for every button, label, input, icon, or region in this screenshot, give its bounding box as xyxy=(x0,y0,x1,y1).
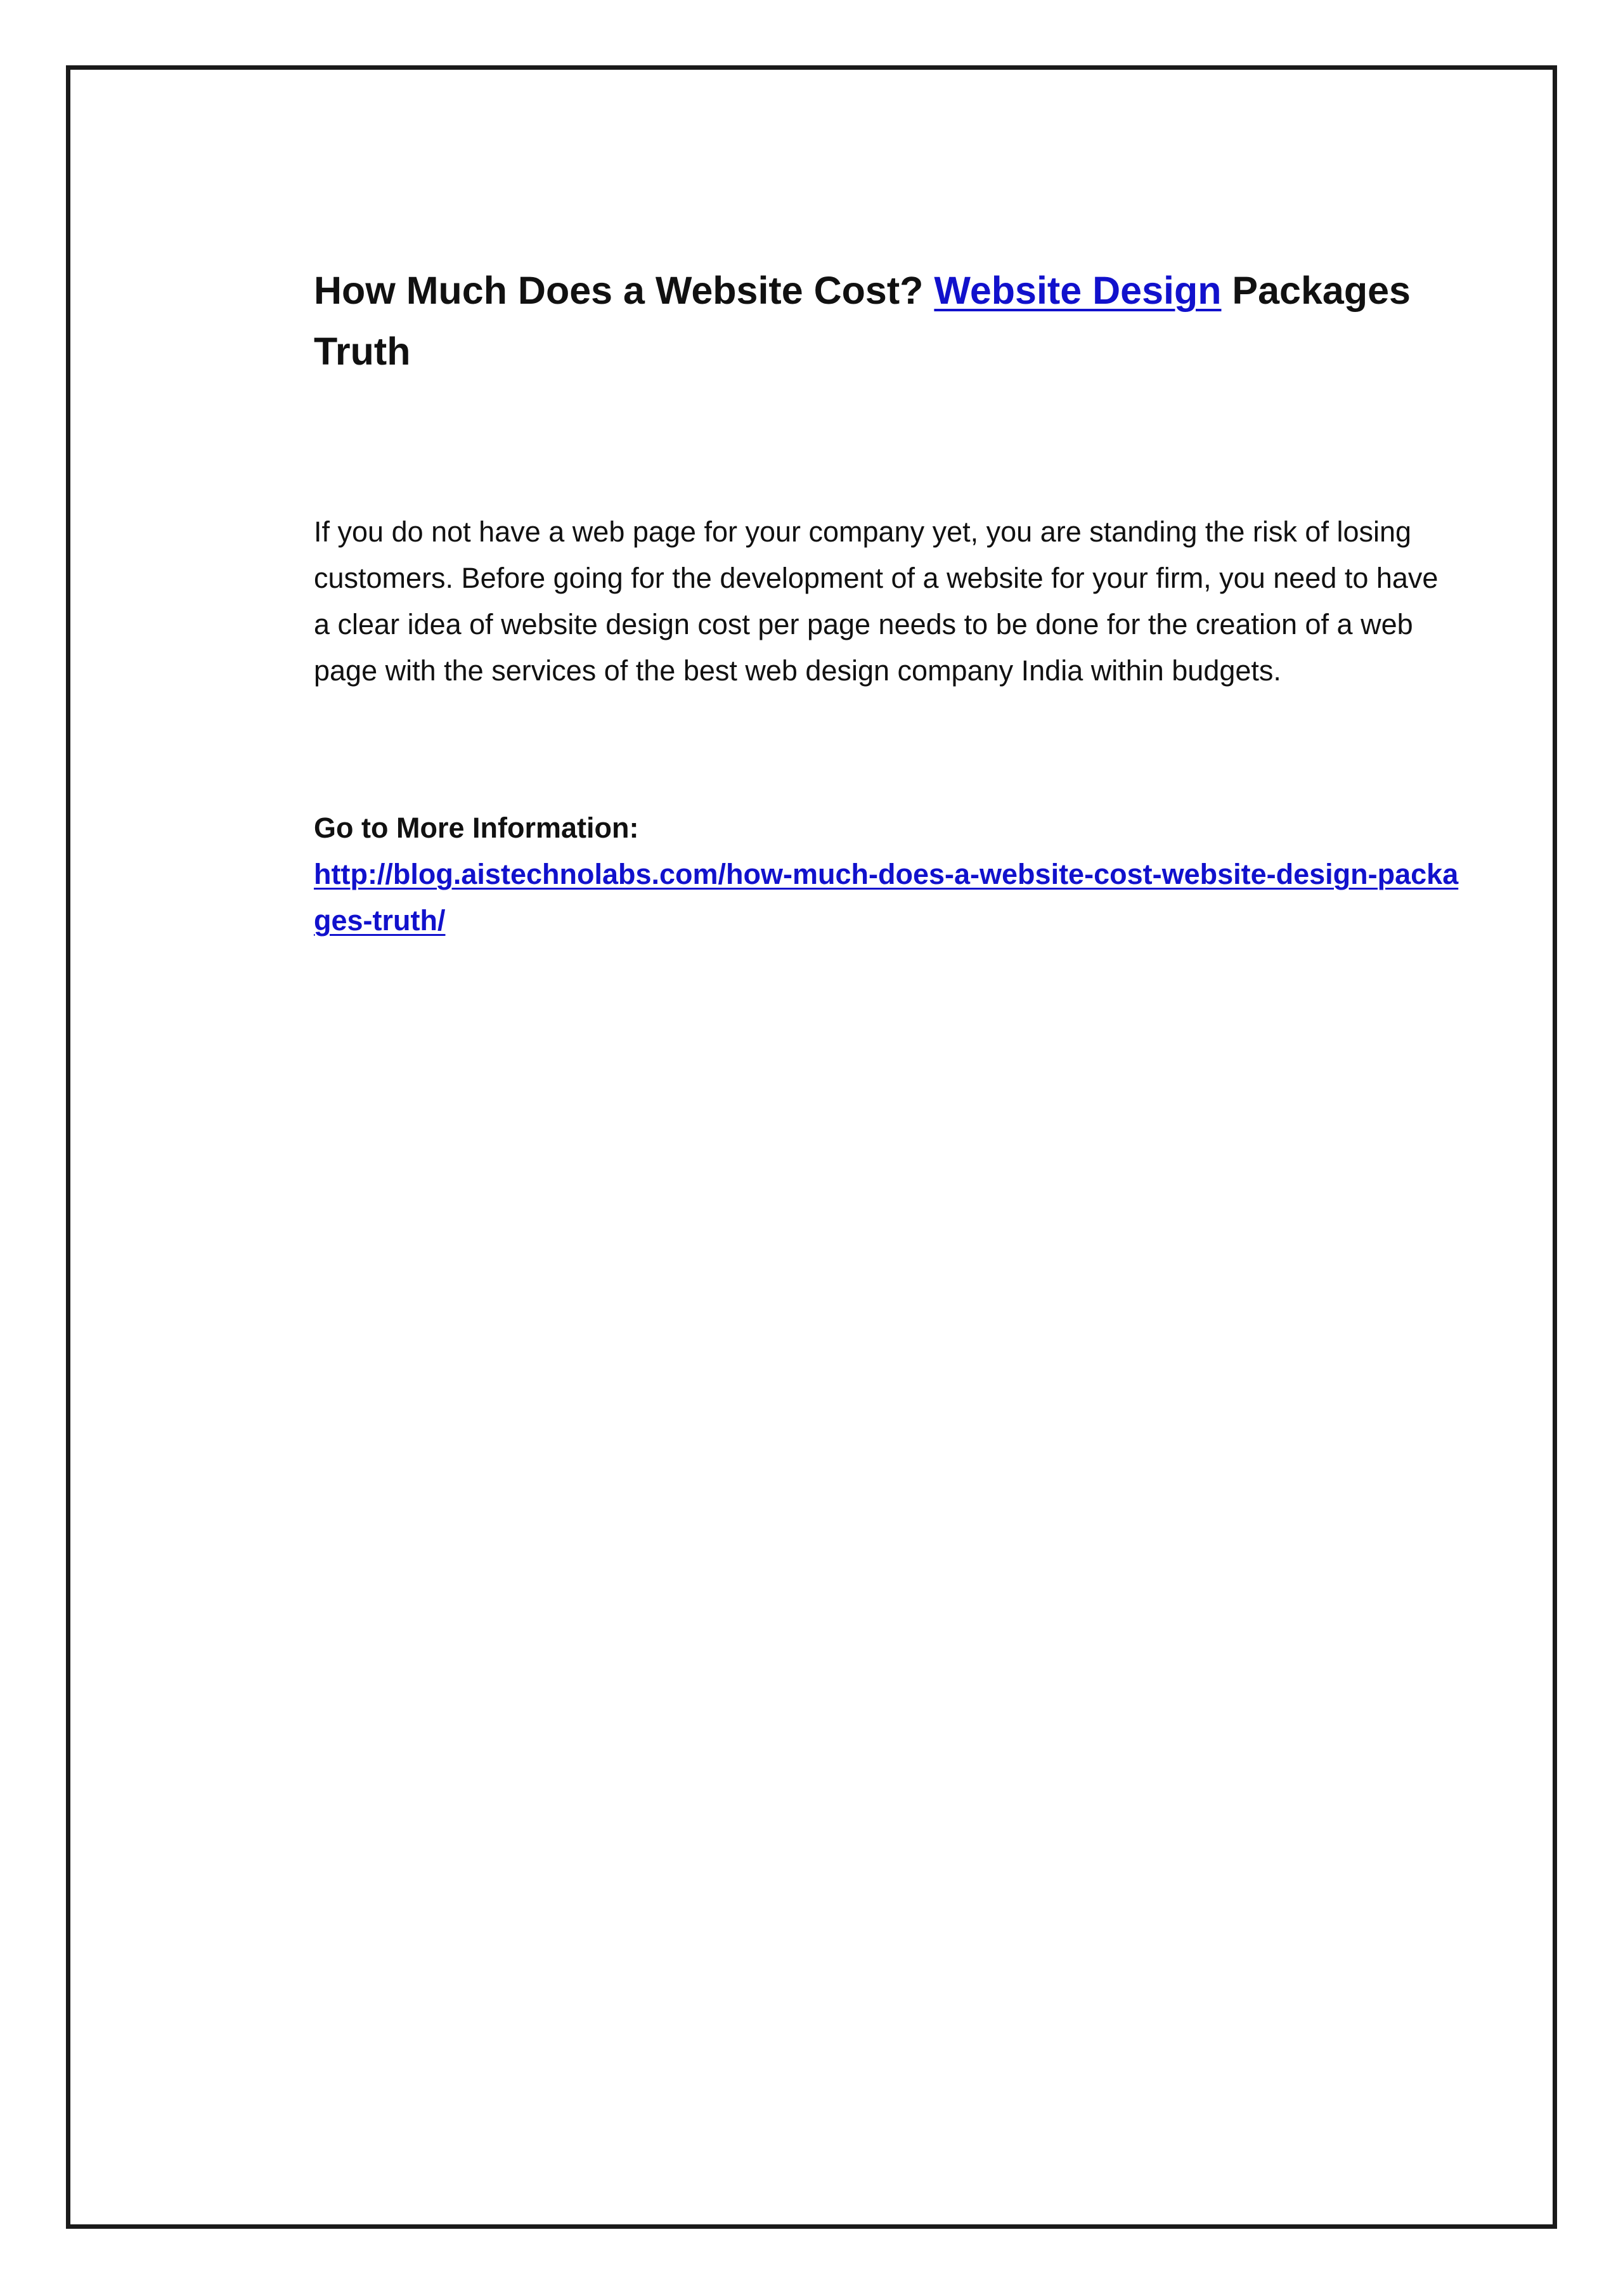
page-title xyxy=(314,260,1468,382)
page-frame xyxy=(66,65,1557,2229)
more-info-label: Go to More Information: xyxy=(314,812,639,844)
body-paragraph: If you do not have a web page for your company yet, you are standing the risk of losing customers. Before going for the development of a website for your firm, you need to have a clear idea of website design cost per page needs to be done for the creation of a web page with the services of the best web design company India within budgets. xyxy=(314,516,1439,687)
website-design-link[interactable]: Website Design xyxy=(934,269,1222,312)
title-text-end: Packages Truth xyxy=(314,269,1411,373)
more-info-link[interactable]: http://blog.aistechnolabs.com/how-much-does-a-website-cost-website-design-packages-truth/ xyxy=(314,858,1459,937)
title-text-start: How Much Does a Website Cost? xyxy=(314,269,934,312)
document-content xyxy=(314,260,1468,944)
